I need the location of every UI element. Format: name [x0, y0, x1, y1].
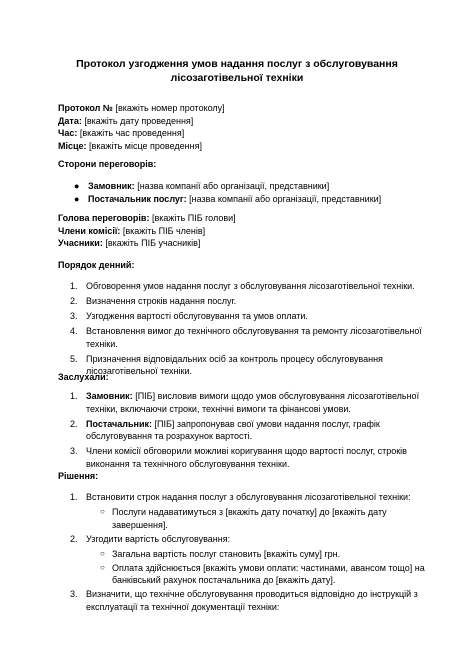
meta-place: Місце: [вкажіть місце проведення] [58, 140, 202, 151]
list-item: 1. Замовник: [ПІБ] висловив вимоги щодо умов обслуговування лісозаготівельної техніки, включаючи строки, технічні вимоги та фінансові умови. [70, 391, 420, 414]
sub-list-item: ○ Оплата здійснюється [вкажіть умови оплати: частинами, авансом тощо] на банківський рахунок постачальника до [вкажіть дату]. [100, 562, 425, 585]
circle-bullet-icon: ○ [100, 507, 105, 516]
title-line-2: лісозаготівельної техніки [170, 72, 304, 84]
people-block [58, 212, 426, 250]
list-item: 3. Члени комісії обговорили можливі коригування щодо вартості послуг, строків виконання та технічного обслуговування техніки. [70, 446, 407, 469]
list-item: ● Постачальник послуг: [назва компанії або організації, представники] [74, 193, 382, 204]
list-item: 1. Обговорення умов надання послуг з обслуговування лісозаготівельної техніки. [70, 281, 415, 291]
people-commission: Члени комісії: [вкажіть ПІБ членів] [58, 225, 206, 236]
sub-list-item: ○ Загальна вартість послуг становить [вкажіть суму] грн. [100, 548, 341, 559]
bullet-icon: ● [74, 181, 80, 191]
decisions-list [58, 491, 426, 616]
list-item: 3. Визначити, що технічне обслуговування проводиться відповідно до інструкцій з експлуатації та технічної документації техніки: [70, 589, 418, 612]
circle-bullet-icon: ○ [100, 548, 105, 558]
document-title [60, 57, 414, 85]
list-item: 1. Встановити строк надання послуг з обслуговування лісозаготівельної техніки: [70, 492, 411, 502]
circle-bullet-icon: ○ [100, 562, 105, 572]
people-participants: Учасники: [вкажіть ПІБ учасників] [58, 238, 201, 248]
people-chair: Голова переговорів: [вкажіть ПІБ голови] [58, 213, 236, 223]
decisions-heading: Рішення: [58, 471, 99, 481]
list-item: 4. Встановлення вимог до технічного обслуговування та ремонту лісозаготівельної техніки. [70, 326, 422, 349]
parties-heading: Сторони переговорів: [58, 159, 157, 169]
parties-list [58, 180, 426, 205]
heard-list [58, 390, 426, 473]
list-item: 3. Узгодження вартості обслуговування та умов оплати. [70, 311, 308, 321]
meta-time: Час: [вкажіть час проведення] [58, 128, 185, 138]
agenda-list [58, 280, 426, 380]
agenda-heading: Порядок денний: [58, 260, 135, 270]
meta-protocol-number: Протокол № [вкажіть номер протоколу] [58, 103, 225, 113]
meta-block [58, 102, 426, 152]
bullet-icon: ● [74, 193, 80, 204]
sub-list-item: ○ Послуги надаватимуться з [вкажіть дату початку] до [вкажіть дату завершення]. [100, 507, 387, 530]
list-item: 5. Призначення відповідальних осіб за контроль процесу обслуговування лісозаготівельної техніки. [70, 353, 383, 376]
meta-date: Дата: [вкажіть дату проведення] [58, 115, 194, 126]
list-item: 2. Узгодити вартість обслуговування: [70, 533, 231, 544]
list-item: 2. Визначення строків надання послуг. [70, 296, 237, 306]
title-line-1: Протокол узгодження умов надання послуг з обслуговування [76, 58, 398, 70]
heard-heading: Заслухали: [58, 372, 109, 382]
list-item: 2. Постачальник: [ПІБ] запропонував свої умови надання послуг, графік обслуговування та розрахунок вартості. [70, 418, 380, 441]
list-item: ● Замовник: [назва компанії або організації, представники] [74, 181, 330, 191]
